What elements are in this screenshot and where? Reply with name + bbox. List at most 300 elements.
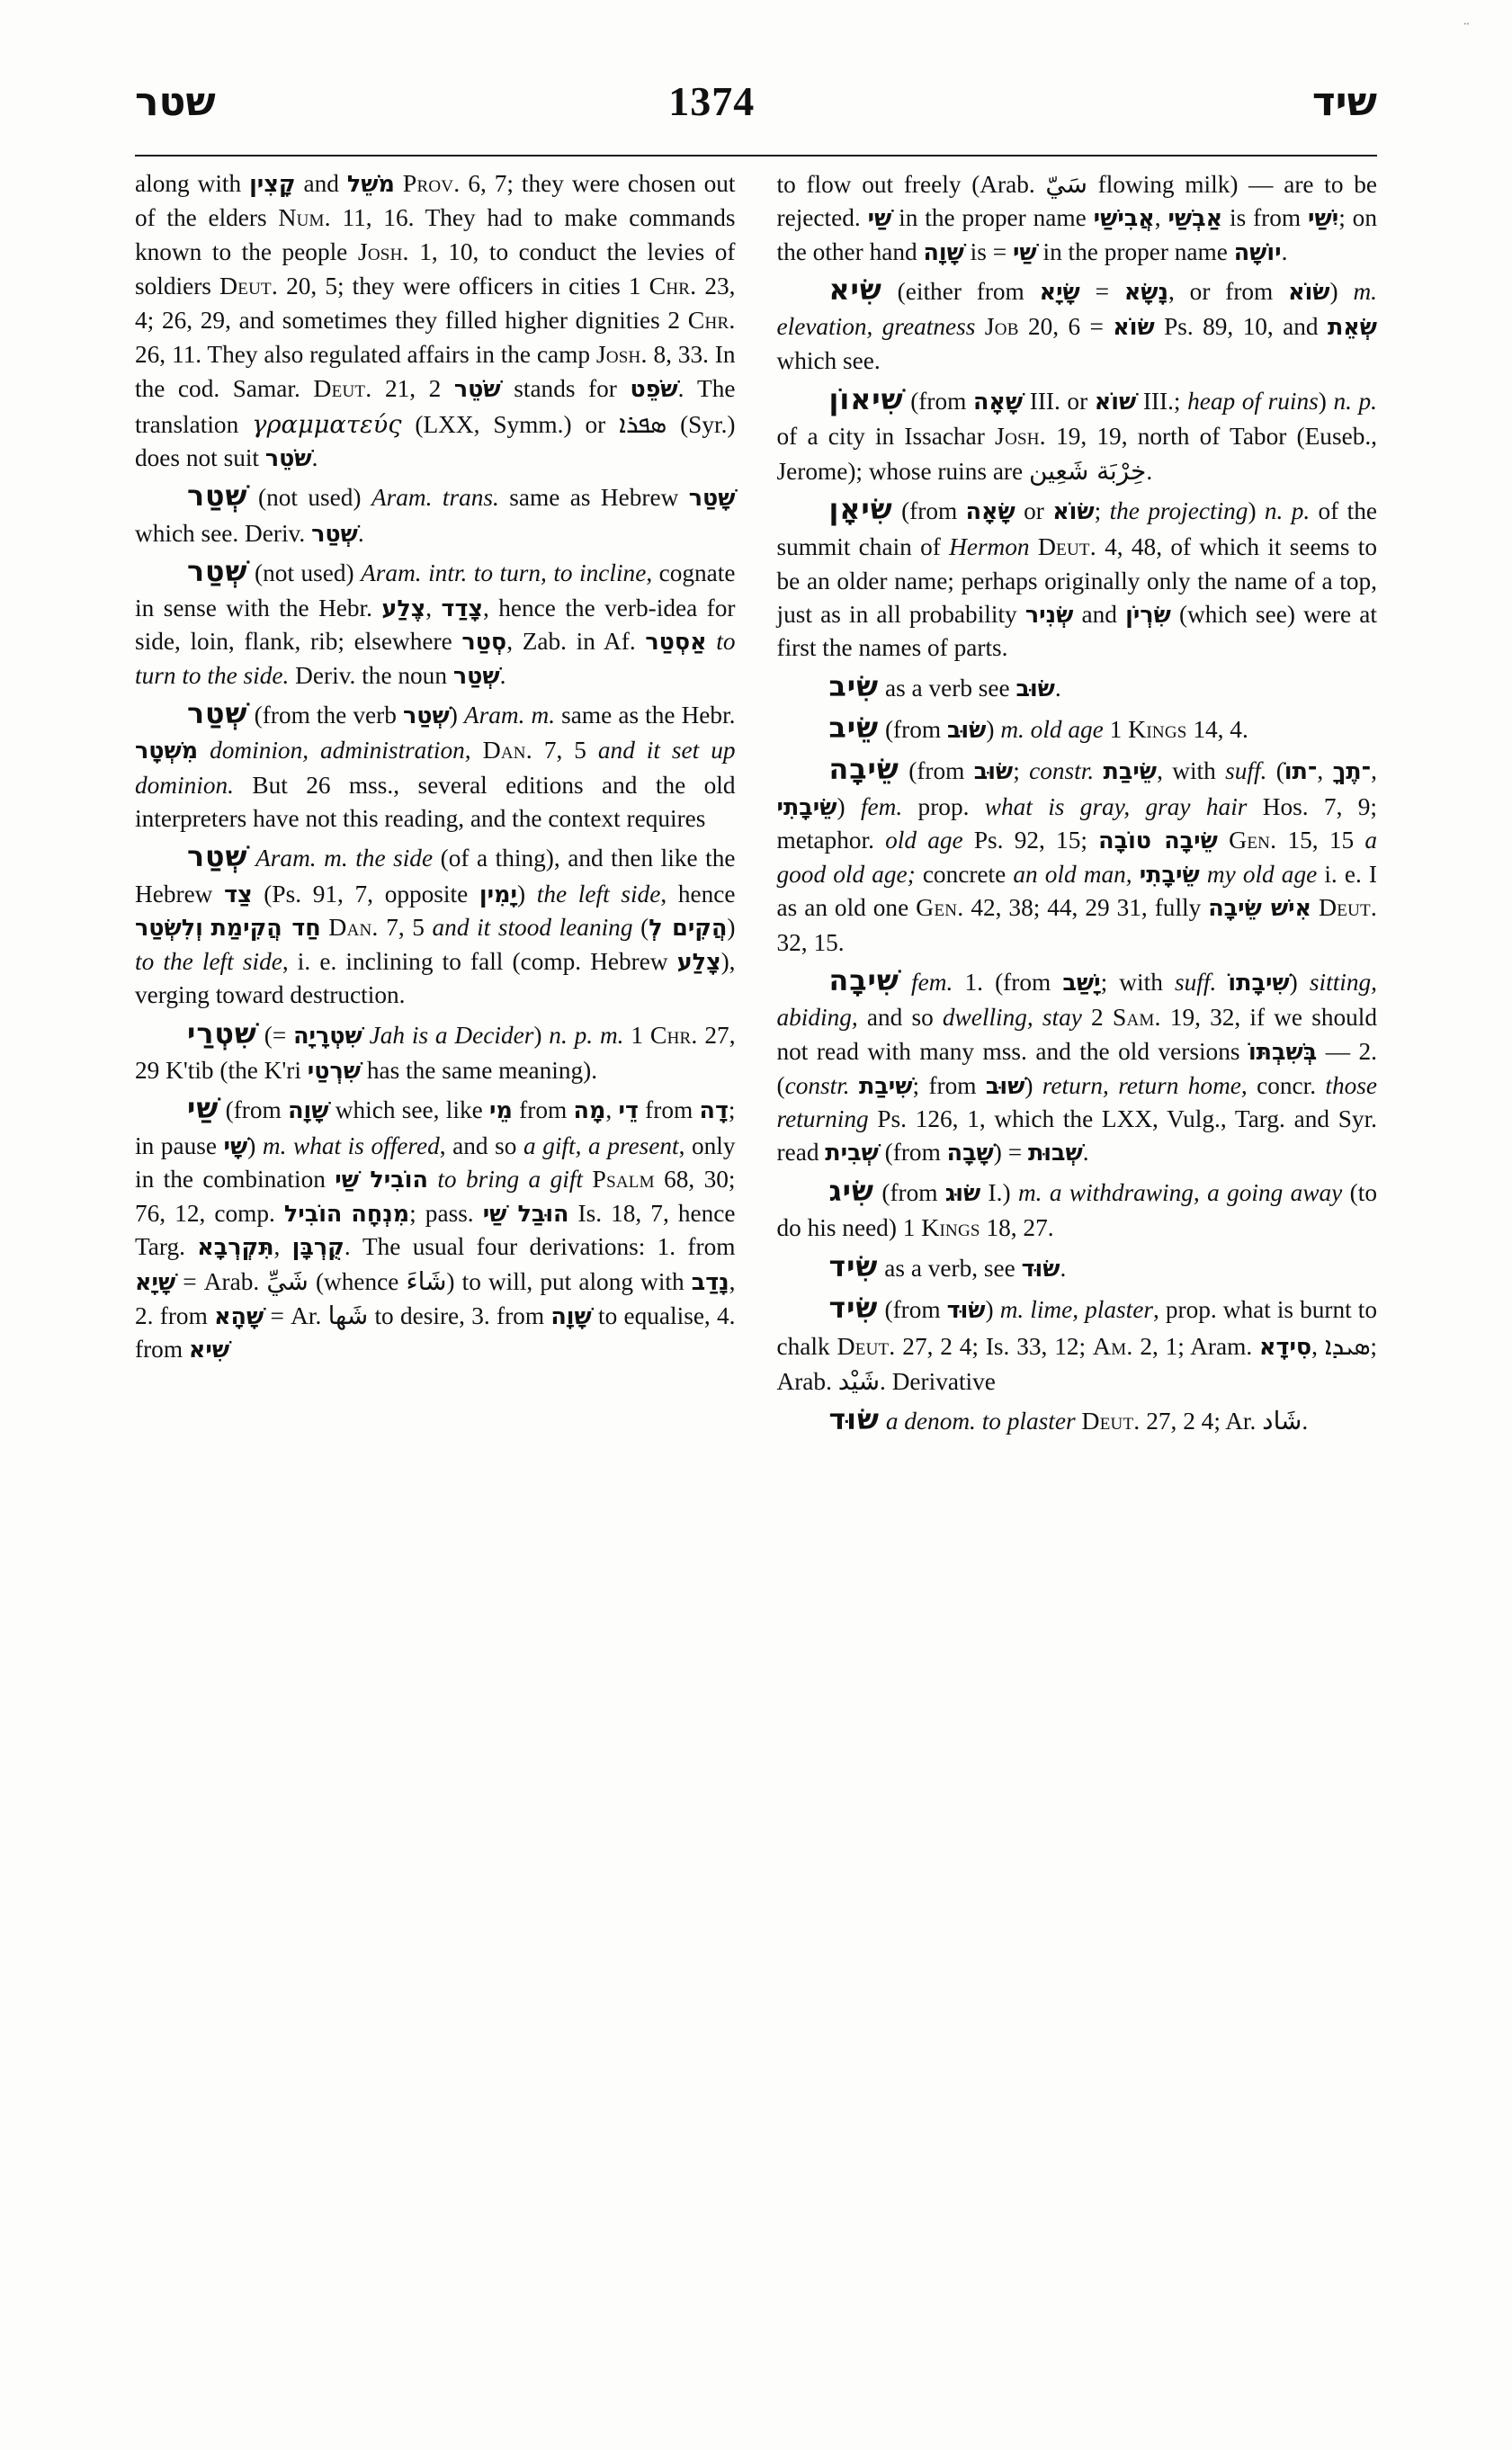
body-text: , Zab. in Af.: [506, 628, 646, 656]
body-text: 26, 11. They also regulated affairs in the camp: [135, 341, 596, 369]
hebrew-word: סְטַר: [461, 628, 507, 656]
body-text: ,: [1154, 204, 1168, 232]
hebrew-word: שֵׂיבָה טוֹבָה: [1098, 827, 1218, 854]
italic-gloss: to bring a gift: [437, 1165, 583, 1193]
reference-smallcaps: Sam.: [1112, 1004, 1161, 1033]
reference-smallcaps: Chr.: [649, 273, 697, 301]
body-text: Deriv. the noun: [289, 661, 453, 689]
body-text: ,: [605, 1096, 619, 1124]
body-text: 11, 16. They had to make commands known to the people: [135, 204, 736, 266]
body-text: .: [1054, 674, 1061, 702]
body-text: III.;: [1136, 387, 1188, 415]
body-text: . The translation: [135, 375, 736, 438]
italic-gloss: m. what is offered: [262, 1131, 440, 1159]
hebrew-word: צָלַע: [676, 947, 721, 975]
hebrew-word: שַׁי: [867, 204, 892, 232]
italic-gloss: n. p.: [1264, 497, 1311, 525]
italic-gloss: return, return home,: [1042, 1071, 1248, 1099]
dictionary-entry: [777, 751, 1378, 959]
header-rule: [135, 155, 1377, 156]
body-text: ,: [1311, 1332, 1325, 1360]
italic-gloss: Aram. m.: [463, 702, 556, 729]
body-text: [248, 845, 256, 872]
hebrew-word: נָדַב: [691, 1267, 729, 1295]
body-text: ; from: [912, 1071, 986, 1099]
body-text: and: [1073, 601, 1126, 629]
hebrew-word: שָׁהָא: [214, 1301, 264, 1329]
dictionary-entry: [777, 1290, 1378, 1399]
dictionary-entry: [777, 272, 1378, 379]
body-text: ): [247, 1131, 263, 1159]
body-text: , 2. from: [135, 1267, 736, 1329]
italic-gloss: and it set up dominion.: [135, 737, 736, 799]
hebrew-word: יִשַׁי: [1308, 204, 1339, 232]
body-text: , prop. what is burnt to chalk: [776, 1296, 1377, 1360]
hebrew-word: אֲבִישַׁי: [1093, 204, 1155, 232]
hebrew-word: שְׁבוּת: [1027, 1139, 1083, 1167]
body-text: ) to will, put along with: [446, 1267, 692, 1295]
body-text: .: [357, 519, 364, 547]
reference-smallcaps: Num.: [278, 204, 331, 233]
hebrew-word: מִנְחָה: [351, 1199, 410, 1227]
body-text: concrete: [915, 861, 1014, 889]
hebrew-word: שֹׁטֵר: [453, 375, 501, 403]
hebrew-word: שׂוֹא: [1052, 497, 1095, 525]
body-text: , hence: [660, 880, 736, 908]
body-text: ), verging toward destruction.: [135, 947, 736, 1009]
body-text: But 26 mss., several editions and the old interpreters have not this reading, and the context requires: [135, 771, 736, 832]
italic-gloss: what is gray, gray hair: [984, 792, 1248, 820]
body-text: (Ps. 91, 7, opposite: [252, 880, 479, 908]
hebrew-word: קֻרְבָּן: [291, 1233, 344, 1261]
body-text: (from: [899, 757, 974, 785]
body-text: 1. (from: [953, 968, 1063, 996]
syriac-word: ܣܦܪܐ: [619, 408, 667, 439]
body-text: ): [986, 716, 1001, 744]
hebrew-word: שְׂנִיר: [1024, 601, 1074, 629]
entry-lemma: שֵׂיבָה: [828, 754, 899, 787]
body-text: . Derivative: [880, 1367, 996, 1395]
body-text: .: [1281, 237, 1288, 265]
hebrew-word: שְׁטַר: [311, 519, 358, 547]
body-text: 18, 27.: [980, 1213, 1054, 1241]
body-text: ): [1329, 277, 1354, 305]
hebrew-word: שׁוֹא: [1094, 387, 1137, 415]
dictionary-entry: [777, 1401, 1378, 1440]
hebrew-word: הוֹבִיל: [283, 1199, 343, 1227]
entry-lemma: שִׁיאוֹן: [828, 383, 904, 416]
hebrew-word: שָׁטַר: [688, 484, 736, 512]
body-text: ,: [273, 1233, 292, 1261]
arabic-word: شَاءَ: [406, 1265, 447, 1296]
entry-lemma: שִׂיאָן: [828, 494, 893, 527]
body-text: or: [1015, 497, 1053, 525]
italic-gloss: a good old age;: [776, 827, 1377, 889]
body-text: Is. 18, 7, hence Targ.: [135, 1199, 736, 1261]
body-text: ;: [1013, 757, 1030, 785]
entry-lemma: שְׁטַר: [187, 480, 248, 514]
entry-lemma: שִׂיד: [828, 1292, 879, 1326]
body-text: ; with: [1100, 968, 1175, 996]
dictionary-entry: [777, 1248, 1378, 1287]
reference-smallcaps: Deut.: [1319, 894, 1377, 923]
body-text: 20, 6 =: [1018, 313, 1114, 341]
body-text: (from: [873, 1178, 945, 1206]
text-column-right: [777, 167, 1378, 2216]
hebrew-word: שָׁיָא: [135, 1267, 176, 1295]
body-text: (LXX, Symm.) or: [401, 410, 620, 438]
body-text: has the same meaning).: [361, 1056, 598, 1084]
body-text: which see. Deriv.: [135, 519, 312, 547]
hebrew-word: שָׁבָה: [946, 1139, 994, 1167]
body-text: 2: [1081, 1004, 1113, 1032]
hebrew-word: סִידָא: [1259, 1332, 1312, 1360]
body-text: Ps. 92, 15;: [962, 827, 1099, 854]
body-text: (=: [256, 1021, 294, 1049]
body-text: prop.: [902, 792, 985, 820]
body-text: , and so: [439, 1131, 523, 1159]
reference-smallcaps: Deut.: [313, 375, 372, 404]
body-text: [1030, 533, 1038, 560]
body-text: 27, 2 4; Is. 33, 12;: [895, 1332, 1093, 1360]
hebrew-word: נָשָׂא: [1123, 277, 1169, 305]
body-text: ): [533, 1021, 550, 1049]
entry-lemma: שֵׂיב: [828, 712, 880, 746]
body-text: Ps. 89, 10, and: [1154, 313, 1328, 341]
body-text: 27, 29 K'tib (the K'ri: [135, 1021, 736, 1084]
body-text: [707, 628, 717, 655]
body-text: flowing milk) — are to be rejected.: [776, 171, 1377, 232]
body-text: (from: [878, 1296, 947, 1324]
hebrew-word: מֵי: [489, 1096, 513, 1124]
italic-gloss: Aram. trans.: [371, 484, 499, 512]
italic-gloss: to turn to the side.: [135, 628, 736, 689]
italic-gloss: fem.: [860, 792, 903, 820]
body-text: .: [1146, 458, 1153, 486]
body-text: ; on the other hand: [776, 204, 1377, 265]
reference-smallcaps: Deut.: [219, 273, 279, 301]
italic-gloss: suff.: [1175, 968, 1217, 996]
body-text: which see, like: [328, 1096, 490, 1124]
body-text: to desire, 3. from: [368, 1301, 551, 1329]
italic-gloss: sitting, abiding,: [776, 968, 1377, 1032]
body-text: = Arab.: [175, 1267, 267, 1295]
body-text: [1200, 861, 1207, 888]
body-text: [1132, 861, 1140, 888]
body-text: is from: [1222, 204, 1309, 232]
italic-gloss: and it stood leaning: [432, 913, 633, 941]
body-text: is =: [963, 237, 1013, 265]
continued-paragraph: [135, 167, 736, 475]
body-text: in the proper name: [891, 204, 1094, 232]
body-text: (from: [219, 1096, 289, 1124]
body-text: , cognate in sense with the Hebr.: [135, 559, 736, 622]
body-text: as a verb, see: [878, 1254, 1022, 1282]
reference-smallcaps: Deut.: [837, 1332, 896, 1361]
body-text: (which see) were at first the names of parts.: [776, 601, 1378, 662]
body-text: (from: [878, 1139, 947, 1167]
hebrew-word: תִּקְרְבָא: [197, 1233, 274, 1261]
body-text: 68, 30; 76, 12, comp.: [135, 1165, 736, 1227]
dictionary-entry: [135, 838, 736, 1012]
body-text: [880, 1408, 886, 1435]
body-text: [850, 1072, 859, 1099]
hebrew-word: שִׁרְטַי: [307, 1056, 362, 1084]
italic-gloss: the left side: [536, 880, 661, 908]
body-text: [1218, 827, 1229, 854]
dictionary-entry: [135, 478, 736, 550]
hebrew-word: שְׂאֵת: [1327, 313, 1377, 341]
dictionary-entry: [135, 553, 736, 693]
hebrew-word: שְׁטַר: [452, 661, 500, 689]
hebrew-word: שֵׂיבַת: [1103, 757, 1158, 785]
italic-gloss: a denom. to plaster: [885, 1408, 1076, 1435]
hebrew-word: צַד: [224, 880, 253, 908]
dictionary-entry: [777, 1173, 1378, 1246]
hebrew-word: מֹשֵׁל: [346, 170, 395, 197]
page-body: [135, 167, 1377, 2216]
hebrew-word: שׂוּד: [946, 1296, 986, 1324]
body-text: in the proper name: [1036, 237, 1234, 265]
reference-smallcaps: Chr.: [687, 307, 736, 335]
hebrew-word: שָׁוָה: [288, 1096, 329, 1124]
body-text: .: [1082, 1139, 1089, 1167]
body-text: (whence: [308, 1267, 407, 1295]
body-text: . The usual four derivations: 1. from: [344, 1233, 736, 1261]
italic-gloss: dwelling, stay: [942, 1004, 1082, 1032]
reference-smallcaps: Deut.: [1081, 1408, 1141, 1435]
body-text: ): [516, 880, 537, 908]
reference-smallcaps: Gen.: [1229, 827, 1277, 855]
entry-lemma: שִׂיב: [828, 670, 880, 703]
body-text: [342, 1200, 351, 1227]
body-text: (: [1266, 757, 1284, 785]
hebrew-word: שׂוֹא: [1288, 277, 1330, 305]
body-text: [583, 1166, 592, 1193]
body-text: and so: [857, 1004, 943, 1032]
italic-gloss: a gift, a present: [523, 1131, 679, 1159]
dictionary-entry: [777, 491, 1378, 665]
text-column-left: [135, 167, 736, 2216]
body-text: same as Hebrew: [498, 484, 689, 512]
body-text: to flow out freely (Arab.: [776, 171, 1046, 198]
body-text: = Ar.: [264, 1301, 328, 1329]
hebrew-word: שׂוּד: [1021, 1254, 1060, 1282]
reference-smallcaps: Gen.: [916, 894, 964, 923]
reference-smallcaps: Josh.: [595, 341, 648, 370]
hebrew-word: שָׂיָא: [1039, 277, 1080, 305]
body-text: ): [1318, 387, 1334, 415]
body-text: which see.: [776, 347, 881, 375]
entry-lemma: שְׁטַר: [187, 841, 248, 874]
reference-smallcaps: Dan.: [328, 913, 379, 942]
hebrew-word: שֹׁטֵר: [264, 443, 312, 471]
body-text: along with: [135, 170, 250, 197]
body-text: .: [499, 661, 506, 689]
body-text: , hence the verb-idea for side, loin, flank, rib; elsewhere: [135, 595, 736, 656]
body-text: (to do his need) 1: [776, 1178, 1377, 1241]
hebrew-word: שַׁי: [1012, 237, 1037, 265]
body-text: I.): [980, 1178, 1018, 1206]
italic-gloss: my old age: [1206, 861, 1318, 889]
entry-lemma: שׂוּד: [828, 1404, 880, 1436]
body-text: ; pass.: [409, 1199, 483, 1227]
hebrew-word: שִׁיבָתוֹ: [1228, 968, 1290, 996]
italic-gloss: m. lime, plaster: [999, 1296, 1153, 1324]
body-text: , or from: [1168, 277, 1289, 305]
italic-gloss: m. a withdrawing, a going away: [1017, 1178, 1343, 1206]
body-text: 7, 5: [378, 913, 433, 941]
entry-lemma: שַׁי: [187, 1093, 219, 1126]
continued-paragraph: [777, 167, 1378, 269]
italic-gloss: m. old age: [1000, 716, 1104, 744]
body-text: [395, 170, 403, 197]
syriac-word: ܣܝܕܐ: [1324, 1330, 1371, 1361]
hebrew-word: שָׁוָה: [923, 237, 964, 265]
reference-smallcaps: Deut.: [1037, 532, 1096, 561]
body-text: and: [295, 170, 347, 197]
body-text: ): [1289, 968, 1310, 996]
dictionary-entry: [777, 962, 1378, 1170]
body-text: stands for: [500, 375, 631, 403]
body-text: 1: [1103, 716, 1129, 744]
body-text: , i. e. inclining to fall (comp. Hebrew: [282, 947, 677, 975]
body-text: as a verb see: [879, 674, 1016, 702]
running-header: [135, 77, 1377, 142]
reference-smallcaps: Job: [984, 313, 1019, 342]
hebrew-word: צָדַד: [441, 595, 483, 622]
body-text: [198, 737, 210, 764]
hebrew-word: שָׁי: [223, 1131, 248, 1159]
hebrew-word: שִׁטְרָיָה: [293, 1021, 362, 1049]
body-text: (not used): [247, 484, 371, 512]
entry-lemma: שִׂיג: [828, 1175, 874, 1208]
hebrew-word: יוֹשָׁה: [1233, 237, 1282, 265]
hebrew-word: ־תֶךָ: [1332, 757, 1372, 785]
body-text: 2, 1; Aram.: [1132, 1332, 1260, 1360]
body-text: 42, 38; 44, 29 31, fully: [963, 894, 1209, 922]
arabic-word: خِرْبَة شَعِين: [1028, 456, 1147, 487]
body-text: ) =: [993, 1139, 1028, 1167]
body-text: ): [1248, 497, 1265, 525]
dictionary-entry: [135, 695, 736, 836]
body-text: (from: [903, 387, 973, 415]
body-text: ): [837, 792, 861, 820]
body-text: (not used): [247, 559, 362, 586]
body-text: 6, 7; they were chosen out of the elders: [135, 170, 736, 232]
body-text: Hos. 7, 9; metaphor.: [776, 792, 1377, 854]
body-text: from: [638, 1096, 700, 1124]
reference-smallcaps: Am.: [1092, 1332, 1133, 1361]
body-text: ): [985, 1296, 1000, 1324]
body-text: to equalise, 4. from: [135, 1301, 736, 1364]
body-text: 14, 4.: [1186, 716, 1248, 744]
body-text: [1216, 969, 1228, 996]
body-text: III. or: [1023, 387, 1095, 415]
hebrew-word: הוּבַל שַׁי: [482, 1199, 569, 1227]
hebrew-word: שׂוּג: [944, 1178, 981, 1206]
hebrew-word: הוֹבִיל שַׁי: [335, 1165, 428, 1193]
body-text: concr.: [1247, 1071, 1326, 1099]
italic-gloss: suff.: [1225, 757, 1267, 785]
italic-gloss: to the left side: [135, 947, 282, 975]
hebrew-word: יָשַׁב: [1062, 968, 1101, 996]
body-text: same as the Hebr.: [555, 702, 736, 729]
hebrew-word: שׂוּב: [1015, 674, 1055, 702]
hebrew-word: בְּשִׁבְתּוֹ: [1248, 1038, 1318, 1066]
body-text: =: [1079, 277, 1124, 305]
body-text: 1, 10, to conduct the levies of soldiers: [135, 238, 736, 300]
hebrew-word: ־תוֹ: [1284, 757, 1318, 785]
arabic-word: شَها: [327, 1300, 369, 1330]
hebrew-word: שָׂאָה: [965, 497, 1015, 525]
hebrew-word: אַסְטַר: [645, 628, 707, 656]
reference-smallcaps: Chr.: [649, 1021, 698, 1050]
dictionary-entry: [135, 1090, 736, 1366]
italic-gloss: an old man,: [1013, 861, 1132, 889]
hebrew-word: חַד הֲקִימַת: [210, 913, 321, 941]
body-text: [1094, 757, 1103, 784]
italic-gloss: m. elevation, greatness: [776, 277, 1377, 341]
italic-gloss: constr.: [1029, 757, 1095, 785]
body-text: ): [1024, 1071, 1042, 1099]
body-text: 7, 5: [532, 737, 598, 765]
body-text: ): [449, 702, 464, 729]
hebrew-word: שִׁיבַת: [859, 1071, 913, 1099]
hebrew-word: מָה: [573, 1096, 606, 1124]
body-text: [321, 914, 329, 941]
hebrew-word: שִׂרְיֹן: [1125, 601, 1171, 629]
hebrew-word: דָה: [699, 1096, 729, 1124]
page-number: 1374: [668, 78, 756, 124]
body-text: .: [1302, 1408, 1309, 1435]
hebrew-word: שֵׂיבָתִי: [776, 792, 837, 820]
entry-lemma: שִׂיד: [828, 1250, 879, 1283]
hebrew-word: שְׁטַר: [402, 702, 450, 729]
italic-gloss: constr.: [784, 1071, 850, 1099]
dictionary-entry: [135, 1015, 736, 1088]
scan-speckle-mark: ∙∙: [1463, 15, 1470, 32]
body-text: , only in the combination: [135, 1131, 736, 1193]
italic-gloss: fem.: [911, 968, 953, 996]
hebrew-word: שָׁאָה: [972, 387, 1024, 415]
body-text: (Syr.) does not suit: [135, 410, 736, 471]
hebrew-word: שׂוּב: [946, 716, 987, 744]
body-text: [362, 1022, 370, 1049]
body-text: 21, 2: [371, 375, 454, 403]
reference-smallcaps: Psalm: [592, 1165, 655, 1194]
italic-gloss: Hermon: [949, 532, 1030, 560]
hebrew-word: יָמִין: [479, 880, 517, 908]
body-text: (from: [892, 497, 966, 525]
entry-lemma: שְׁטַר: [187, 698, 248, 731]
italic-gloss: old age: [885, 827, 963, 854]
body-text: of the summit chain of: [776, 497, 1377, 560]
body-text: ): [727, 913, 736, 941]
reference-smallcaps: Josh.: [995, 423, 1046, 452]
hebrew-word: שְׁבִית: [825, 1139, 879, 1167]
body-text: ; Arab.: [776, 1332, 1378, 1395]
italic-gloss: Aram. m. the side: [255, 845, 434, 872]
hebrew-word: הֲקִים לְ: [649, 913, 728, 941]
body-text: (: [632, 913, 649, 941]
reference-smallcaps: Dan.: [482, 737, 532, 765]
hebrew-word: מִשְׁטָר: [135, 737, 199, 765]
body-text: 20, 5; they were officers in cities 1: [278, 273, 649, 300]
body-text: from: [512, 1096, 574, 1124]
body-text: 23, 4; 26, 29, and sometimes they filled higher dignities 2: [135, 273, 736, 335]
arabic-word: شَيْد: [837, 1365, 881, 1396]
